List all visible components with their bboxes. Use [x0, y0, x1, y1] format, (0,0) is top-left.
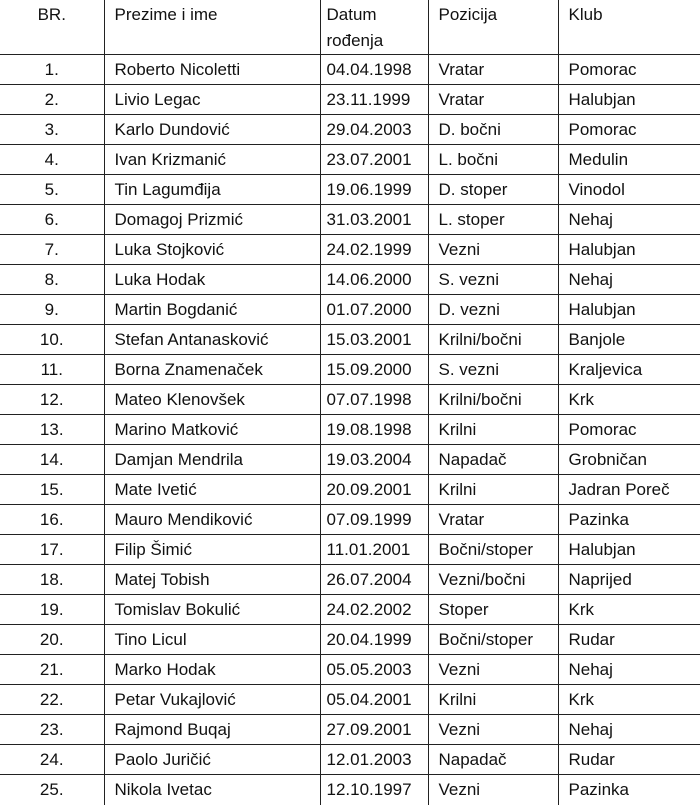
table-row	[0, 505, 700, 535]
cell-birthdate: 29.04.2003	[320, 115, 428, 145]
cell-name: Paolo Juričić	[104, 745, 320, 775]
table-row	[0, 565, 700, 595]
cell-position: Napadač	[428, 445, 558, 475]
table-row	[0, 595, 700, 625]
cell-club: Halubjan	[558, 85, 700, 115]
cell-position: D. bočni	[428, 115, 558, 145]
cell-number: 4.	[0, 145, 104, 175]
cell-birthdate: 24.02.1999	[320, 235, 428, 265]
cell-name: Tino Licul	[104, 625, 320, 655]
table-row	[0, 355, 700, 385]
cell-birthdate: 20.04.1999	[320, 625, 428, 655]
cell-name: Ivan Krizmanić	[104, 145, 320, 175]
cell-club: Banjole	[558, 325, 700, 355]
cell-position: Vezni	[428, 655, 558, 685]
cell-birthdate: 31.03.2001	[320, 205, 428, 235]
cell-club: Nehaj	[558, 265, 700, 295]
cell-club: Pomorac	[558, 115, 700, 145]
cell-club: Nehaj	[558, 205, 700, 235]
cell-birthdate: 23.07.2001	[320, 145, 428, 175]
cell-birthdate: 07.07.1998	[320, 385, 428, 415]
cell-name: Luka Stojković	[104, 235, 320, 265]
cell-number: 10.	[0, 325, 104, 355]
cell-number: 1.	[0, 55, 104, 85]
cell-number: 23.	[0, 715, 104, 745]
cell-name: Stefan Antanasković	[104, 325, 320, 355]
cell-club: Rudar	[558, 625, 700, 655]
table-header	[0, 0, 700, 55]
cell-birthdate: 05.04.2001	[320, 685, 428, 715]
table-row	[0, 415, 700, 445]
cell-birthdate: 12.01.2003	[320, 745, 428, 775]
cell-number: 20.	[0, 625, 104, 655]
cell-number: 12.	[0, 385, 104, 415]
cell-number: 14.	[0, 445, 104, 475]
cell-club: Krk	[558, 595, 700, 625]
cell-position: Bočni/stoper	[428, 535, 558, 565]
cell-birthdate: 07.09.1999	[320, 505, 428, 535]
table-row	[0, 145, 700, 175]
cell-position: Krilni	[428, 685, 558, 715]
cell-club: Pazinka	[558, 775, 700, 805]
cell-position: Krilni	[428, 415, 558, 445]
cell-name: Martin Bogdanić	[104, 295, 320, 325]
cell-club: Nehaj	[558, 655, 700, 685]
cell-birthdate: 23.11.1999	[320, 85, 428, 115]
table-row	[0, 625, 700, 655]
table-body	[0, 55, 700, 805]
header-name: Prezime i ime	[104, 0, 320, 55]
cell-number: 25.	[0, 775, 104, 805]
cell-club: Halubjan	[558, 235, 700, 265]
header-birthdate-line2: rođenja	[326, 31, 384, 50]
cell-position: L. stoper	[428, 205, 558, 235]
cell-club: Pomorac	[558, 415, 700, 445]
cell-birthdate: 05.05.2003	[320, 655, 428, 685]
cell-name: Domagoj Prizmić	[104, 205, 320, 235]
cell-club: Krk	[558, 685, 700, 715]
cell-number: 8.	[0, 265, 104, 295]
cell-birthdate: 24.02.2002	[320, 595, 428, 625]
table-row	[0, 685, 700, 715]
cell-number: 11.	[0, 355, 104, 385]
cell-name: Rajmond Buqaj	[104, 715, 320, 745]
cell-position: Vratar	[428, 55, 558, 85]
cell-birthdate: 11.01.2001	[320, 535, 428, 565]
header-birthdate-line1: Datum	[326, 5, 377, 24]
cell-number: 5.	[0, 175, 104, 205]
cell-number: 16.	[0, 505, 104, 535]
cell-birthdate: 15.03.2001	[320, 325, 428, 355]
cell-birthdate: 15.09.2000	[320, 355, 428, 385]
cell-birthdate: 01.07.2000	[320, 295, 428, 325]
cell-position: Vezni	[428, 235, 558, 265]
cell-position: D. stoper	[428, 175, 558, 205]
cell-club: Krk	[558, 385, 700, 415]
cell-position: Napadač	[428, 745, 558, 775]
cell-position: S. vezni	[428, 265, 558, 295]
cell-birthdate: 04.04.1998	[320, 55, 428, 85]
cell-name: Livio Legac	[104, 85, 320, 115]
table-row	[0, 85, 700, 115]
table-row	[0, 385, 700, 415]
cell-number: 24.	[0, 745, 104, 775]
cell-position: Vratar	[428, 85, 558, 115]
cell-name: Marino Matković	[104, 415, 320, 445]
cell-number: 19.	[0, 595, 104, 625]
cell-name: Roberto Nicoletti	[104, 55, 320, 85]
cell-birthdate: 19.06.1999	[320, 175, 428, 205]
cell-number: 6.	[0, 205, 104, 235]
cell-name: Matej Tobish	[104, 565, 320, 595]
table-row	[0, 475, 700, 505]
cell-birthdate: 14.06.2000	[320, 265, 428, 295]
header-number: BR.	[0, 0, 104, 55]
cell-club: Pomorac	[558, 55, 700, 85]
cell-number: 3.	[0, 115, 104, 145]
cell-name: Petar Vukajlović	[104, 685, 320, 715]
cell-position: Bočni/stoper	[428, 625, 558, 655]
cell-number: 21.	[0, 655, 104, 685]
cell-number: 15.	[0, 475, 104, 505]
cell-position: Krilni/bočni	[428, 385, 558, 415]
cell-club: Pazinka	[558, 505, 700, 535]
cell-club: Halubjan	[558, 535, 700, 565]
cell-club: Medulin	[558, 145, 700, 175]
cell-name: Mauro Mendiković	[104, 505, 320, 535]
cell-club: Naprijed	[558, 565, 700, 595]
table-row	[0, 325, 700, 355]
cell-birthdate: 19.03.2004	[320, 445, 428, 475]
cell-number: 22.	[0, 685, 104, 715]
cell-club: Nehaj	[558, 715, 700, 745]
cell-club: Jadran Poreč	[558, 475, 700, 505]
header-row	[0, 0, 700, 55]
table-row	[0, 655, 700, 685]
cell-number: 17.	[0, 535, 104, 565]
cell-club: Kraljevica	[558, 355, 700, 385]
header-birthdate	[320, 0, 428, 55]
table-row	[0, 745, 700, 775]
cell-club: Rudar	[558, 745, 700, 775]
cell-position: L. bočni	[428, 145, 558, 175]
cell-number: 18.	[0, 565, 104, 595]
cell-position: Vezni	[428, 715, 558, 745]
cell-number: 13.	[0, 415, 104, 445]
cell-position: Vezni	[428, 775, 558, 805]
cell-name: Luka Hodak	[104, 265, 320, 295]
table-row	[0, 715, 700, 745]
table-row	[0, 175, 700, 205]
table-row	[0, 205, 700, 235]
cell-name: Tomislav Bokulić	[104, 595, 320, 625]
cell-club: Grobničan	[558, 445, 700, 475]
table-row	[0, 265, 700, 295]
cell-birthdate: 20.09.2001	[320, 475, 428, 505]
cell-name: Mateo Klenovšek	[104, 385, 320, 415]
cell-position: S. vezni	[428, 355, 558, 385]
table-row	[0, 535, 700, 565]
table-row	[0, 235, 700, 265]
table-row	[0, 115, 700, 145]
cell-position: Krilni/bočni	[428, 325, 558, 355]
cell-birthdate: 27.09.2001	[320, 715, 428, 745]
cell-name: Marko Hodak	[104, 655, 320, 685]
cell-name: Karlo Dundović	[104, 115, 320, 145]
cell-club: Halubjan	[558, 295, 700, 325]
cell-birthdate: 12.10.1997	[320, 775, 428, 805]
cell-position: Krilni	[428, 475, 558, 505]
cell-name: Nikola Ivetac	[104, 775, 320, 805]
table-row	[0, 295, 700, 325]
cell-position: Vratar	[428, 505, 558, 535]
cell-name: Tin Lagumđija	[104, 175, 320, 205]
cell-name: Filip Šimić	[104, 535, 320, 565]
header-club: Klub	[558, 0, 700, 55]
cell-position: Vezni/bočni	[428, 565, 558, 595]
table-row	[0, 445, 700, 475]
cell-number: 2.	[0, 85, 104, 115]
cell-name: Borna Znamenaček	[104, 355, 320, 385]
cell-club: Vinodol	[558, 175, 700, 205]
cell-birthdate: 26.07.2004	[320, 565, 428, 595]
table-row	[0, 55, 700, 85]
cell-position: D. vezni	[428, 295, 558, 325]
cell-name: Damjan Mendrila	[104, 445, 320, 475]
cell-birthdate: 19.08.1998	[320, 415, 428, 445]
cell-name: Mate Ivetić	[104, 475, 320, 505]
cell-number: 7.	[0, 235, 104, 265]
table-row	[0, 775, 700, 805]
cell-position: Stoper	[428, 595, 558, 625]
cell-number: 9.	[0, 295, 104, 325]
header-position: Pozicija	[428, 0, 558, 55]
